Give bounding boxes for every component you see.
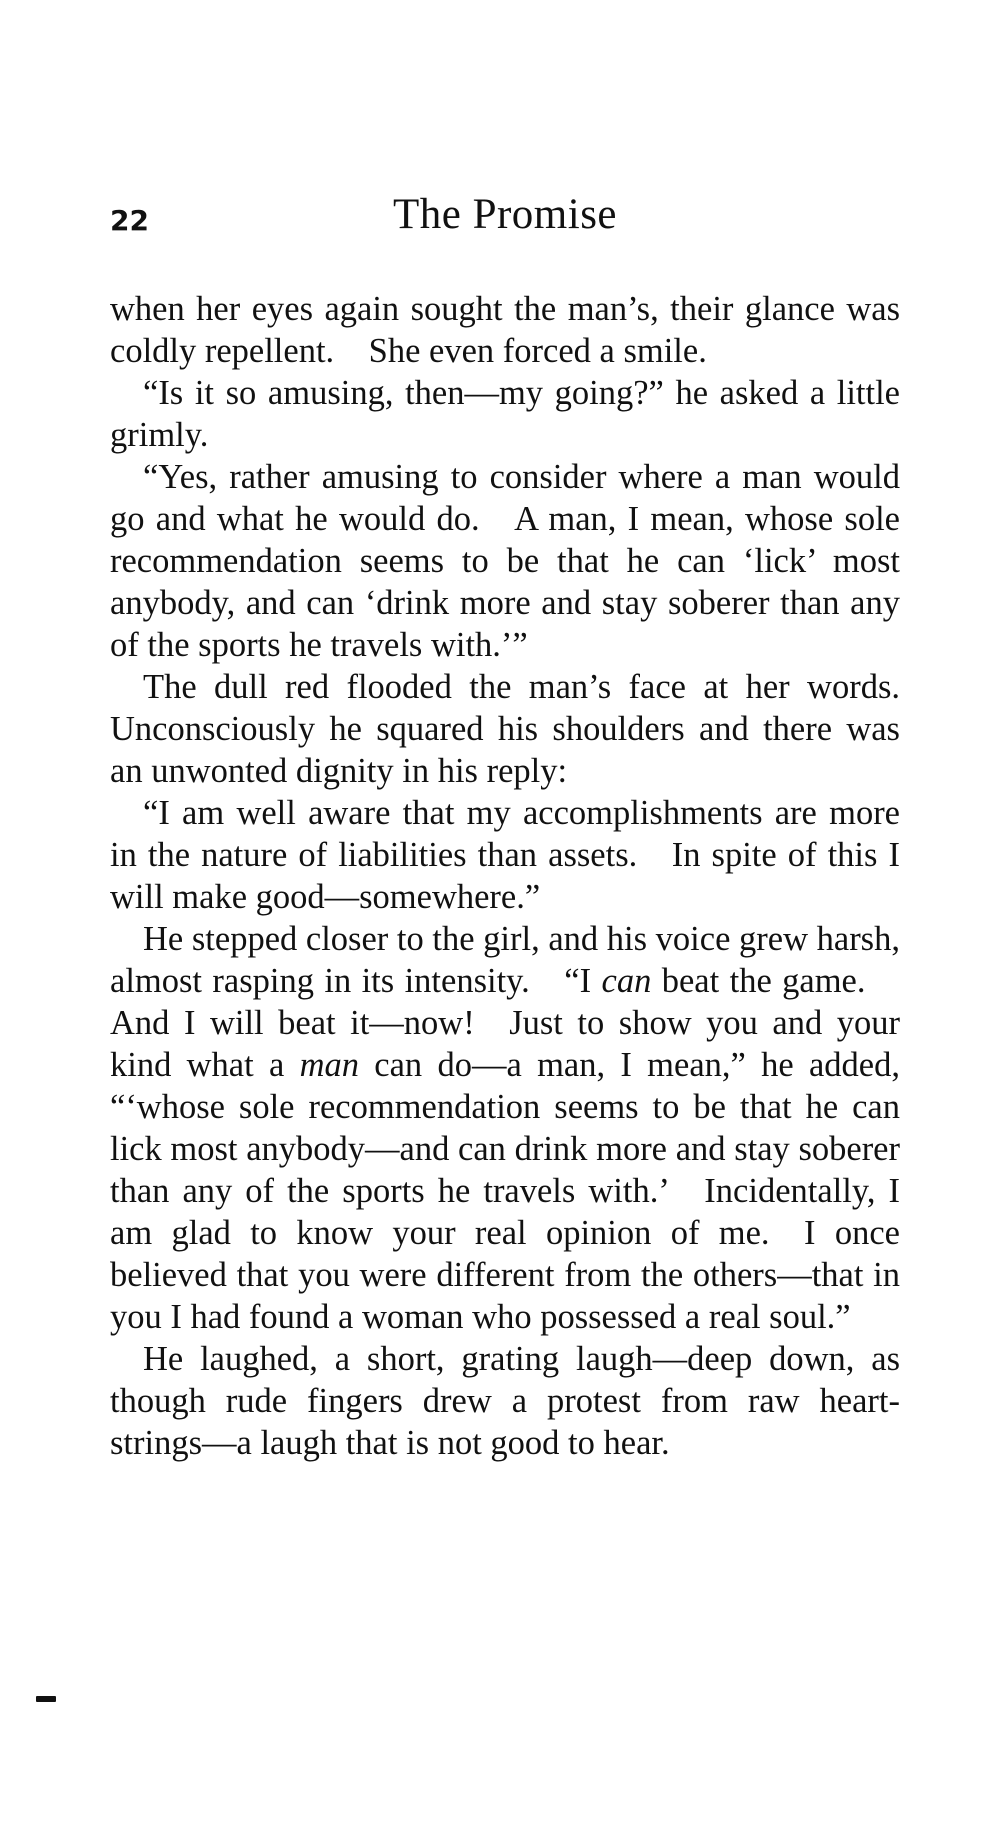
italic-emphasis: man (299, 1046, 360, 1084)
running-title: The Promise (392, 191, 618, 238)
text-segment: beat the game. And I will beat it—now! Just to show you and your kind what a (110, 962, 900, 1084)
text-segment: can do—a man, I mean,” he added, “‘whose sole recommendation seems to be that he can lick most anybody—and can drink more and stay soberer than any of the sports he travels with.’ Incidentally, I am glad to know your real opinion of me. I once believed that you were different from the others—that in you I had found a woman who possessed a real soul.” (110, 1046, 900, 1336)
paragraph-5 (110, 792, 900, 918)
text-segment: He laughed, a short, grating laugh—deep down, as though rude fingers drew a protest from raw heart-strings—a laugh that is not good to hear. (110, 1340, 900, 1462)
page-number: 22 (110, 204, 149, 237)
page-header (110, 190, 900, 250)
body-text (110, 288, 900, 1464)
text-segment: “Is it so amusing, then—my going?” he asked a little grimly. (110, 374, 900, 454)
text-segment: “I am well aware that my accomplishments are more in the nature of liabilities than assets. In spite of this I will make good—somewhere.” (110, 794, 900, 916)
paragraph-1 (110, 288, 900, 372)
text-segment: when her eyes again sought the man’s, their glance was coldly repellent. She even forced a smile. (110, 290, 900, 370)
text-segment: “Yes, rather amusing to consider where a man would go and what he would do. A man, I mean, whose sole recommendation seems to be that he can ‘lick’ most anybody, and can ‘drink more and stay soberer than any of the sports he travels with.’” (110, 458, 900, 664)
margin-mark (36, 1696, 56, 1702)
paragraph-7 (110, 1338, 900, 1464)
text-segment: He stepped closer to the girl, and his voice grew harsh, almost rasping in its intensity. “I (110, 920, 900, 1000)
text-segment: The dull red flooded the man’s face at her words. Unconsciously he squared his shoulders and there was an unwonted dignity in his reply: (110, 668, 900, 790)
paragraph-6 (110, 918, 900, 1338)
paragraph-4 (110, 666, 900, 792)
paragraph-3 (110, 456, 900, 666)
italic-emphasis: can (601, 962, 652, 1000)
paragraph-2 (110, 372, 900, 456)
